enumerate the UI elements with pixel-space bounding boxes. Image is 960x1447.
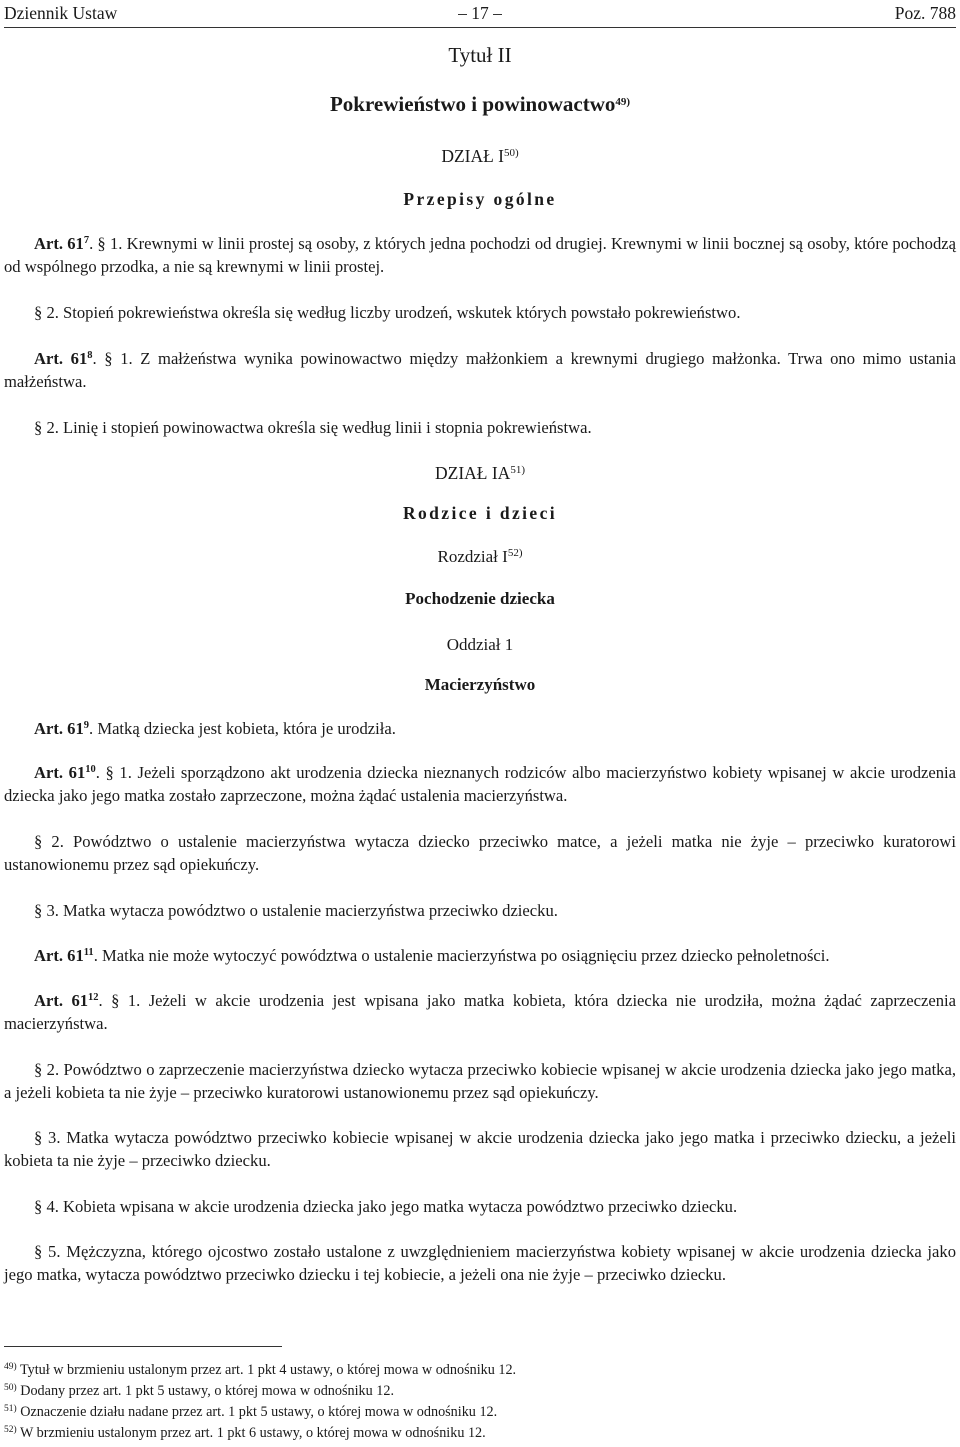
art-61-12-par-2: § 2. Powództwo o zaprzeczenie macierzyństwa dziecko wytacza przeciwko kobiecie wpisanej w akcie urodzenia dziecka jako jego matka, a jeżeli kobieta ta nie żyje – przeciwko kuratorowi ustanowionemu przez sąd opiekuńczy. — [4, 1060, 956, 1102]
art-61-12-number: Art. $61^{12}$ — [34, 991, 99, 1010]
art-61-7-par-2: § 2. Stopień pokrewieństwa określa się według liczby urodzeń, wskutek których powstało pokrewieństwo. — [34, 303, 741, 322]
footnote-text: W brzmieniu ustalonym przez art. 1 pkt 6 ustawy, o której mowa w odnośniku 12. — [19, 1425, 486, 1441]
footnote-ref-51[interactable]: 51) — [510, 464, 525, 476]
art-61-10-par-1-text: . § 1. Jeżeli sporządzono akt urodzenia dziecka nieznanych rodziców albo macierzyństwo kobiety wpisanej w akcie urodzenia dziecka jako jego matka zostało zaprzeczone, można żądać ustalenia macierzyństwa. — [4, 763, 957, 805]
footnote-mark: 52) — [4, 1425, 17, 1435]
art-61-7-par-1 — [4, 233, 956, 278]
page-number: – 17 – — [458, 3, 502, 23]
footnote-text: Tytuł w brzmieniu ustalonym przez art. 1 pkt 4 ustawy, o której mowa w odnośniku 12. — [19, 1362, 517, 1378]
art-61-9-number: Art. $61^9$ — [34, 719, 90, 738]
footnote-49 — [4, 1361, 956, 1380]
art-61-12-par-5: § 5. Mężczyzna, którego ojcostwo zostało ustalone z uwzględnieniem macierzyństwa kobiety wpisanej w akcie urodzenia dziecka jako jego matka, wytacza powództwo przeciwko dziecku i tej kobiecie, a jeżeli ona nie żyje – przeciwko dziecku. — [4, 1242, 956, 1284]
art-61-10-number: Art. $61^{10}$ — [34, 763, 96, 782]
footnote-52 — [4, 1424, 956, 1443]
rozdzial-text: Rozdział I — [437, 547, 508, 566]
footnote-mark: 51) — [4, 1404, 17, 1414]
art-61-10-par-2: § 2. Powództwo o ustalenie macierzyństwa wytacza dziecko przeciwko matce, a jeżeli matka nie żyje – przeciwko kuratorowi ustanowionemu przez sąd opiekuńczy. — [4, 832, 956, 874]
art-61-11-number: Art. $61^{11}$ — [34, 946, 94, 965]
art-61-8-par-1 — [4, 348, 956, 393]
oddzial-label: Oddział 1 — [446, 635, 514, 654]
footnote-text: Dodany przez art. 1 pkt 5 ustawy, o której mowa w odnośniku 12. — [20, 1383, 395, 1399]
journal-name: Dziennik Ustaw — [4, 3, 118, 23]
art-61-12-par-3: § 3. Matka wytacza powództwo przeciwko kobiecie wpisanej w akcie urodzenia dziecka jako jego matka i przeciwko dziecku, a jeżeli kobieta ta nie żyje – przeciwko dziecku. — [4, 1128, 956, 1170]
footnote-ref-49[interactable]: 49) — [615, 96, 631, 108]
dzial-ia-heading: Rodzice i dzieci — [402, 503, 558, 523]
footnote-text: Oznaczenie działu nadane przez art. 1 pkt 5 ustawy, o której mowa w odnośniku 12. — [20, 1404, 498, 1420]
title-main — [4, 93, 956, 116]
art-61-8-par-1-text: . § 1. Z małżeństwa wynika powinowactwo między małżonkiem a krewnymi drugiego małżonka. Trwa ono mimo ustania małżeństwa. — [4, 349, 956, 391]
art-61-12-par-1 — [4, 990, 956, 1035]
footnote-ref-50[interactable]: 50) — [504, 147, 519, 159]
oddzial-title: Macierzyństwo — [424, 675, 536, 694]
page-header — [4, 0, 956, 24]
position-number: Poz. 788 — [894, 3, 956, 23]
footnote-mark: 49) — [4, 1362, 17, 1372]
rozdzial-label — [4, 546, 956, 569]
dzial-i-heading: Przepisy ogólne — [403, 189, 557, 209]
art-61-8-number: Art. $61^8$ — [34, 349, 93, 368]
footnote-50 — [4, 1382, 956, 1401]
art-61-7-number: Art. $61^7$ — [34, 234, 90, 253]
footnote-51 — [4, 1403, 956, 1422]
footnote-rule — [4, 1346, 282, 1347]
art-61-10-par-3: § 3. Matka wytacza powództwo o ustalenie macierzyństwa przeciwko dziecku. — [34, 901, 558, 920]
art-61-9-text: . Matką dziecka jest kobieta, która je urodziła. — [89, 719, 396, 738]
art-61-12-par-1-text: . § 1. Jeżeli w akcie urodzenia jest wpisana jako matka kobieta, która dziecka nie urodziła, można żądać zaprzeczenia macierzyństwa. — [4, 991, 956, 1033]
art-61-12-par-4: § 4. Kobieta wpisana w akcie urodzenia dziecka jako jego matka wytacza powództwo przeciwko dziecku. — [34, 1197, 738, 1216]
title-tytul: Tytuł II — [448, 43, 512, 67]
dzial-i-label — [4, 145, 956, 168]
art-61-8-par-2: § 2. Linię i stopień powinowactwa określa się według linii i stopnia pokrewieństwa. — [34, 418, 592, 437]
art-61-7-par-1-text: . § 1. Krewnymi w linii prostej są osoby, z których jedna pochodzi od drugiej. Krewnymi w linii bocznej są osoby, które pochodzą od wspólnego przodka, a nie są krewnymi w linii prostej. — [4, 234, 956, 276]
art-61-9 — [4, 718, 956, 741]
art-61-10-par-1 — [4, 762, 956, 807]
dzial-ia-label — [4, 462, 956, 485]
dzial-ia-text: DZIAŁ IA — [435, 463, 511, 483]
art-61-11-text: . Matka nie może wytoczyć powództwa o ustalenie macierzyństwa po osiągnięciu przez dziecko pełnoletności. — [93, 946, 830, 965]
art-61-11 — [4, 945, 956, 968]
footnote-ref-52[interactable]: 52) — [507, 547, 523, 559]
dzial-i-text: DZIAŁ I — [441, 146, 504, 166]
rozdzial-title: Pochodzenie dziecka — [405, 589, 555, 608]
footnote-mark: 50) — [4, 1383, 17, 1393]
title-main-text: Pokrewieństwo i powinowactwo — [329, 92, 616, 116]
header-rule — [4, 27, 956, 28]
